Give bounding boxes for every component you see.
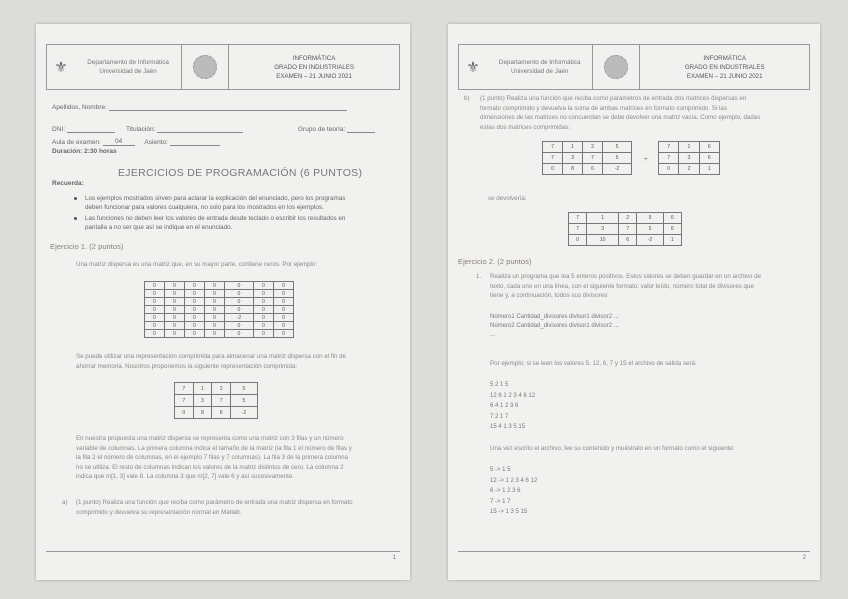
matrix-cell: 0 — [145, 322, 165, 330]
matrix-cell: 0 — [205, 314, 225, 322]
sparse-matrix-table — [144, 281, 294, 338]
matrix-cell: 0 — [273, 282, 293, 290]
matrix-cell: 7 — [659, 153, 679, 164]
name-label: Apellidos, Nombre: — [52, 104, 107, 111]
matrix-row — [145, 306, 294, 314]
reminder-bullet-1 — [74, 194, 394, 212]
matrix-cell: 0 — [165, 314, 185, 322]
bullet-icon — [74, 197, 77, 200]
matrix-cell: 7 — [619, 224, 637, 235]
matrix-cell: 0 — [273, 290, 293, 298]
bullet-text: deben funcionar para valores cualquiera, no solo para los mostrados en los ejemplos. — [85, 204, 324, 211]
matrix-cell: 3 — [193, 395, 212, 407]
compressed-intro — [76, 352, 406, 371]
matrix-cell: 0 — [185, 322, 205, 330]
dni-label: DNI: — [52, 126, 65, 133]
page-header — [458, 44, 810, 90]
matrix-cell: 0 — [569, 235, 587, 246]
name-field — [52, 104, 347, 111]
question-1-label: 1. — [476, 273, 482, 280]
matrix-cell: -2 — [603, 164, 632, 175]
output-line: 7 2 1 7 — [490, 413, 509, 420]
explanation-paragraph — [76, 434, 406, 482]
matrix-cell: 5 — [603, 142, 632, 153]
course-block — [229, 45, 399, 89]
text-line: formato comprimido y devuelva la suma de ambas matrices en formato comprimido. Si las — [480, 104, 727, 112]
matrix-cell: 6 — [699, 153, 719, 164]
matrix-cell: 5 — [603, 153, 632, 164]
matrix-row — [569, 213, 682, 224]
matrix-row — [543, 142, 632, 153]
matrix-cell: 0 — [145, 298, 165, 306]
matrix-cell: 1 — [563, 142, 583, 153]
matrix-cell: 5 — [637, 213, 663, 224]
matrix-row — [659, 142, 720, 153]
matrix-cell: 0 — [165, 330, 185, 338]
matrix-cell: 0 — [273, 298, 293, 306]
department-block — [487, 45, 593, 89]
page-footer — [458, 551, 810, 566]
aula-field — [52, 138, 220, 146]
page-number: 1 — [392, 555, 396, 561]
matrix-cell: 3 — [563, 153, 583, 164]
grupo-label: Grupo de teoría: — [298, 126, 346, 133]
matrix-cell: 0 — [253, 330, 273, 338]
matrix-cell: 0 — [205, 298, 225, 306]
matrix-cell: 1 — [699, 164, 719, 175]
matrix-row — [145, 282, 294, 290]
matrix-cell: 8 — [193, 407, 212, 419]
text-line: variable de columnas. La primera columna indica el tamaño de la matriz (la fila 1 el número de filas y — [76, 444, 352, 452]
matrix-cell: 0 — [273, 322, 293, 330]
text-line: estas dos matrices comprimidas: — [480, 123, 571, 131]
reminder-bullet-2 — [74, 214, 394, 232]
course-title: INFORMÁTICA — [292, 54, 336, 62]
dni-field — [52, 126, 115, 133]
seal-icon — [593, 45, 640, 89]
exam-date: EXAMEN – 21 JUNIO 2021 — [686, 72, 763, 80]
matrix-cell: 0 — [225, 330, 254, 338]
question-a-label: a) — [62, 499, 68, 506]
aula-label: Aula de examen: — [52, 139, 101, 146]
course-title: INFORMÁTICA — [703, 54, 746, 62]
matrix-cell: 0 — [185, 282, 205, 290]
output-line: 15 4 1 3 5 15 — [490, 424, 526, 430]
matrix-cell: 0 — [165, 282, 185, 290]
matrix-cell: 0 — [205, 322, 225, 330]
matrix-row — [543, 153, 632, 164]
matrix-cell: 0 — [205, 330, 225, 338]
matrix-row — [145, 290, 294, 298]
exam-page-1 — [36, 24, 410, 580]
matrix-cell: 0 — [185, 314, 205, 322]
exam-page-2 — [448, 24, 820, 580]
reminder-label: Recuerda: — [52, 180, 84, 187]
matrix-row — [145, 314, 294, 322]
matrix-row — [145, 322, 294, 330]
matrix-cell: 0 — [273, 330, 293, 338]
course-degree: GRADO EN INDUSTRIALES — [684, 63, 765, 71]
seal-icon — [182, 45, 229, 89]
matrix-cell: 0 — [145, 314, 165, 322]
result-matrix-table — [568, 212, 682, 246]
display-lines — [490, 465, 537, 518]
matrix-cell: 0 — [165, 306, 185, 314]
bullet-text: Las funciones no deben leer los valores de entrada desde teclado o escribir los resultados en — [85, 215, 346, 222]
matrix-cell: 0 — [165, 290, 185, 298]
question-1-text — [490, 272, 816, 301]
matrix-row — [175, 395, 258, 407]
matrix-row — [659, 164, 720, 175]
matrix-cell: 0 — [165, 298, 185, 306]
text-line: ahorrar memoria. Nosotros proponemos la siguiente representación comprimida: — [76, 362, 298, 370]
university-logo-icon: ⚜ — [54, 59, 68, 76]
matrix-row — [145, 298, 294, 306]
matrix-cell: 0 — [205, 282, 225, 290]
bullet-text: pantalla a no ser que así se indique en el enunciado. — [85, 224, 233, 231]
matrix-cell: 7 — [569, 224, 587, 235]
matrix-cell: 0 — [253, 290, 273, 298]
university-name: Universidad de Jaén — [99, 68, 157, 75]
output-line: 6 4 1 2 3 6 — [490, 403, 519, 409]
matrix-cell: 0 — [543, 164, 563, 175]
aula-value: 04 — [103, 138, 135, 146]
exercise-2-title: Ejercicio 2. (2 puntos) — [458, 257, 532, 266]
matrix-cell: 2 — [583, 142, 603, 153]
matrix-cell: 1 — [193, 383, 212, 395]
matrix-cell: 0 — [253, 298, 273, 306]
matrix-a-table — [542, 141, 632, 175]
matrix-cell: 3 — [679, 153, 699, 164]
compressed-matrix-table — [174, 382, 258, 419]
file-output-lines — [490, 380, 535, 433]
matrix-cell: 2 — [679, 164, 699, 175]
text-line: (1 punto) Realiza una función que reciba como parámetros de entrada dos matrices dispersas en — [480, 95, 747, 102]
matrix-cell: 0 — [273, 306, 293, 314]
text-line: Se puede utilizar una representación comprimida para almacenar una matriz dispersa con el fin de — [76, 353, 346, 360]
matrix-row — [543, 164, 632, 175]
matrix-cell: 0 — [225, 282, 254, 290]
matrix-cell: -2 — [230, 407, 257, 419]
matrix-cell: 5 — [637, 224, 663, 235]
matrix-cell: 1 — [679, 142, 699, 153]
matrix-cell: 6 — [583, 164, 603, 175]
text-line: la fila 2 el número de columnas, en el ejemplo 7 filas y 7 columnas). La fila 3 de la primera columna — [76, 454, 349, 461]
matrix-cell: 0 — [225, 290, 254, 298]
plus-sign: + — [644, 156, 648, 163]
matrix-cell: 0 — [145, 306, 165, 314]
result-label: se devolvería: — [488, 195, 527, 202]
department-name: Departamento de Informática — [498, 59, 581, 66]
matrix-cell: 0 — [185, 298, 205, 306]
department-name: Departamento de Informática — [87, 59, 169, 66]
asiento-label: Asiento: — [144, 139, 168, 146]
matrix-cell: -2 — [637, 235, 663, 246]
question-b-label: b) — [464, 95, 470, 102]
course-degree: GRADO EN INDUSTRIALES — [274, 63, 354, 71]
matrix-cell: 1 — [587, 213, 619, 224]
matrix-cell: 6 — [663, 224, 681, 235]
page-footer — [46, 551, 400, 566]
matrix-row — [145, 330, 294, 338]
titulacion-field — [126, 126, 243, 133]
page-number: 2 — [802, 555, 806, 561]
text-line: En nuestra propuesta una matriz dispersa se representa como una matriz con 3 filas y un número — [76, 435, 344, 442]
matrix-cell: 0 — [253, 314, 273, 322]
course-block — [640, 45, 809, 89]
format-line: Número2 Cantidad_divisores divisor1 divisor2 ... — [490, 323, 619, 329]
matrix-cell: 0 — [253, 306, 273, 314]
asiento-line — [170, 145, 220, 146]
matrix-cell: 7 — [212, 395, 231, 407]
matrix-cell: 0 — [205, 290, 225, 298]
university-logo-icon: ⚜ — [466, 59, 480, 76]
matrix-cell: 0 — [225, 322, 254, 330]
question-a-text — [76, 498, 406, 517]
display-line: 6 -> 1 2 3 6 — [490, 488, 521, 494]
text-line: texto, cada uno en una línea, con el siguiente formato: valor leído, número total de divisores que — [490, 282, 754, 290]
matrix-cell: 0 — [225, 298, 254, 306]
matrix-cell: 7 — [659, 142, 679, 153]
university-name: Universidad de Jaén — [510, 68, 569, 75]
matrix-cell: 7 — [175, 383, 194, 395]
text-line: comprimido y devuelva su representación normal en Matlab. — [76, 508, 242, 516]
matrix-cell: 0 — [205, 306, 225, 314]
bullet-icon — [74, 217, 77, 220]
matrix-cell: 3 — [587, 224, 619, 235]
matrix-row — [175, 383, 258, 395]
matrix-cell: 6 — [699, 142, 719, 153]
matrix-cell: 7 — [583, 153, 603, 164]
matrix-cell: 6 — [619, 235, 637, 246]
display-intro: Una vez escrito el archivo, lee su contenido y muéstralo en un formato como el siguiente: — [490, 445, 735, 452]
display-line: 12 -> 1 2 3 4 6 12 — [490, 477, 538, 484]
matrix-cell: 7 — [543, 142, 563, 153]
matrix-cell: 0 — [659, 164, 679, 175]
matrix-cell: 0 — [185, 290, 205, 298]
matrix-cell: 0 — [185, 306, 205, 314]
exam-date: EXAMEN – 21 JUNIO 2021 — [276, 72, 352, 80]
titulacion-label: Titulación: — [126, 126, 156, 133]
format-line: Número1 Cantidad_divisores divisor1 divisor2 ... — [490, 314, 619, 320]
matrix-b-table — [658, 141, 720, 175]
text-line: (1 punto) Realiza una función que reciba como parámetro de entrada una matriz dispersa en formato — [76, 499, 353, 506]
matrix-cell: 0 — [185, 330, 205, 338]
matrix-cell: 0 — [253, 282, 273, 290]
matrix-cell: 8 — [563, 164, 583, 175]
matrix-cell: -2 — [225, 314, 254, 322]
page-title: EJERCICIOS DE PROGRAMACIÓN (6 PUNTOS) — [118, 167, 363, 179]
matrix-cell: 0 — [273, 314, 293, 322]
matrix-cell: 5 — [230, 395, 257, 407]
matrix-cell: 0 — [145, 330, 165, 338]
text-line: dimensiones de las matrices no concuerdan se debe devolver una matriz vacía. Como ejemplo, dadas — [480, 114, 761, 121]
matrix-cell: 0 — [165, 322, 185, 330]
grupo-line — [347, 132, 375, 133]
text-line: tiene y, a continuación, todos sus divisores: — [490, 292, 609, 299]
text-line: no se utiliza. El resto de columnas indican los valores de la matriz distintos de cero. La columna 2 — [76, 463, 344, 471]
dni-line — [67, 132, 115, 133]
page-header — [46, 44, 400, 90]
matrix-cell: 0 — [145, 290, 165, 298]
exercise-1-intro: Una matriz dispersa es una matriz que, en su mayor parte, contiene ceros. Por ejemplo: — [76, 261, 318, 268]
matrix-row — [569, 224, 682, 235]
matrix-cell: 0 — [253, 322, 273, 330]
display-line: 7 -> 1 7 — [490, 498, 511, 505]
matrix-cell: 7 — [543, 153, 563, 164]
matrix-cell: 0 — [175, 407, 194, 419]
name-line — [109, 110, 347, 111]
output-line: 5 2 1 5 — [490, 382, 509, 388]
matrix-cell: 7 — [569, 213, 587, 224]
matrix-row — [569, 235, 682, 246]
matrix-cell: 10 — [587, 235, 619, 246]
department-block — [75, 45, 182, 89]
matrix-cell: 2 — [212, 383, 231, 395]
example-intro: Por ejemplo, si se leen los valores 5, 12, 6, 7 y 15 el archivo de salida será: — [490, 360, 697, 367]
duration: Duración: 2:30 horas — [52, 148, 117, 155]
matrix-cell: 0 — [145, 282, 165, 290]
matrix-cell: 6 — [212, 407, 231, 419]
format-lines — [490, 313, 619, 340]
display-line: 5 -> 1 5 — [490, 467, 511, 473]
titulacion-line — [157, 132, 243, 133]
matrix-cell: 1 — [663, 235, 681, 246]
exercise-1-title: Ejercicio 1. (2 puntos) — [50, 242, 124, 251]
display-line: 15 -> 1 3 5 15 — [490, 509, 528, 515]
question-b-text — [480, 94, 810, 132]
text-line: indica que m[1, 3] vale 8. La columna 3 que m[2, 7] vale 6 y así sucesivamente. — [76, 473, 295, 480]
output-line: 12 6 1 2 3 4 6 12 — [490, 392, 536, 399]
text-line: Realiza un programa que lea 5 enteros positivos. Estos valores se deben guardar en un archivo de — [490, 273, 762, 280]
matrix-cell: 0 — [225, 306, 254, 314]
bullet-text: Los ejemplos mostrados sirven para aclarar la explicación del enunciado, pero los programas — [85, 195, 346, 202]
matrix-row — [659, 153, 720, 164]
matrix-cell: 7 — [175, 395, 194, 407]
matrix-row — [175, 407, 258, 419]
format-line: ... — [490, 332, 496, 338]
matrix-cell: 2 — [619, 213, 637, 224]
matrix-cell: 5 — [230, 383, 257, 395]
grupo-field — [298, 126, 375, 133]
matrix-cell: 6 — [663, 213, 681, 224]
